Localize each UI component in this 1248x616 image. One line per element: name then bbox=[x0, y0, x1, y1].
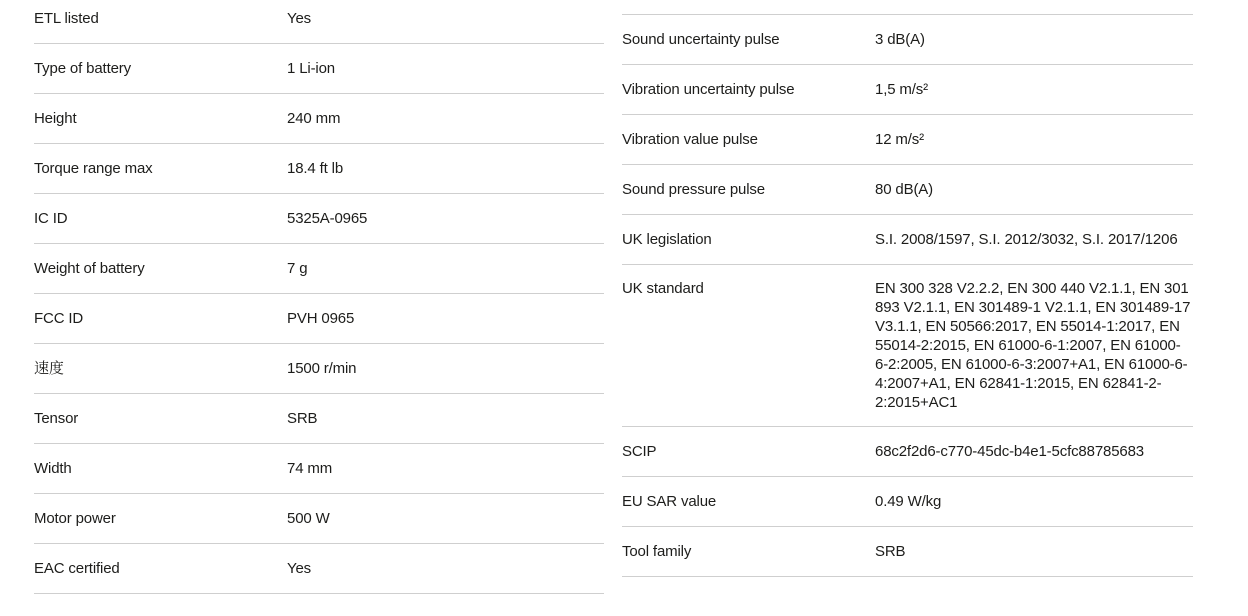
spec-value: 0.49 W/kg bbox=[875, 493, 942, 510]
spec-label: EU SAR value bbox=[622, 493, 717, 510]
spec-row bbox=[34, 394, 604, 444]
spec-row bbox=[622, 215, 1193, 265]
spec-value: 1,5 m/s² bbox=[875, 81, 928, 98]
spec-row bbox=[622, 15, 1193, 65]
spec-value: PVH 0965 bbox=[287, 310, 355, 327]
spec-row bbox=[622, 427, 1193, 477]
spec-label: Weight of battery bbox=[34, 260, 145, 277]
spec-value: SRB bbox=[287, 410, 318, 427]
spec-label: Sound pressure pulse bbox=[622, 181, 765, 198]
spec-label: Tool family bbox=[622, 543, 692, 560]
spec-value: EN 300 328 V2.2.2, EN 300 440 V2.1.1, EN 301 893 V2.1.1, EN 301489-1 V2.1.1, EN 301489-17 V3.1.1, EN 50566:2017, EN 55014-1:2017, EN 55014-2:2015, EN 61000-6-1:2007, EN 61000-6-2:2005, EN 61000-6-3:2007+A1, EN 61000-6-4:2007+A1, EN 62841-1:2015, EN 62841-2-2:2015+AC1 bbox=[875, 280, 1191, 411]
spec-label: UK standard bbox=[622, 280, 704, 297]
spec-label: UK legislation bbox=[622, 231, 712, 248]
spec-row bbox=[34, 444, 604, 494]
spec-value: Yes bbox=[287, 10, 312, 27]
spec-value: 12 m/s² bbox=[875, 131, 924, 148]
spec-value: S.I. 2008/1597, S.I. 2012/3032, S.I. 2017/1206 bbox=[875, 231, 1178, 248]
spec-label: EAC certified bbox=[34, 560, 120, 577]
spec-label: Width bbox=[34, 460, 72, 477]
spec-value: 1 Li-ion bbox=[287, 60, 335, 77]
spec-row bbox=[622, 65, 1193, 115]
spec-label: Tensor bbox=[34, 410, 79, 427]
spec-row bbox=[34, 144, 604, 194]
spec-row bbox=[622, 115, 1193, 165]
spec-value: 18.4 ft lb bbox=[287, 160, 344, 177]
spec-value: 3 dB(A) bbox=[875, 31, 925, 48]
spec-table-right bbox=[622, 14, 1193, 577]
spec-value: 5325A-0965 bbox=[287, 210, 368, 227]
spec-label: 速度 bbox=[34, 360, 64, 377]
spec-row bbox=[34, 0, 604, 44]
spec-value: Yes bbox=[287, 560, 312, 577]
spec-value: 74 mm bbox=[287, 460, 333, 477]
spec-row bbox=[34, 94, 604, 144]
spec-label: FCC ID bbox=[34, 310, 84, 327]
spec-row bbox=[34, 494, 604, 544]
spec-label: Torque range max bbox=[34, 160, 153, 177]
spec-row bbox=[622, 477, 1193, 527]
spec-row bbox=[34, 244, 604, 294]
spec-table-left bbox=[34, 0, 604, 594]
spec-label: Vibration value pulse bbox=[622, 131, 758, 148]
spec-row bbox=[622, 265, 1193, 427]
spec-row bbox=[34, 344, 604, 394]
spec-value: 240 mm bbox=[287, 110, 341, 127]
spec-label: SCIP bbox=[622, 443, 657, 460]
spec-label: IC ID bbox=[34, 210, 68, 227]
spec-label: Vibration uncertainty pulse bbox=[622, 81, 795, 98]
spec-value: 1500 r/min bbox=[287, 360, 357, 377]
spec-row bbox=[34, 44, 604, 94]
spec-label: Sound uncertainty pulse bbox=[622, 31, 780, 48]
spec-label: Motor power bbox=[34, 510, 116, 527]
spec-value: 500 W bbox=[287, 510, 330, 527]
spec-label: Height bbox=[34, 110, 77, 127]
spec-row bbox=[34, 194, 604, 244]
spec-value: 68c2f2d6-c770-45dc-b4e1-5cfc88785683 bbox=[875, 443, 1144, 460]
spec-value: 7 g bbox=[287, 260, 308, 277]
spec-value: SRB bbox=[875, 543, 906, 560]
spec-row bbox=[622, 165, 1193, 215]
spec-row bbox=[34, 544, 604, 594]
spec-value: 80 dB(A) bbox=[875, 181, 933, 198]
spec-row bbox=[34, 294, 604, 344]
spec-row bbox=[622, 527, 1193, 577]
spec-label: Type of battery bbox=[34, 60, 131, 77]
spec-label: ETL listed bbox=[34, 10, 99, 27]
